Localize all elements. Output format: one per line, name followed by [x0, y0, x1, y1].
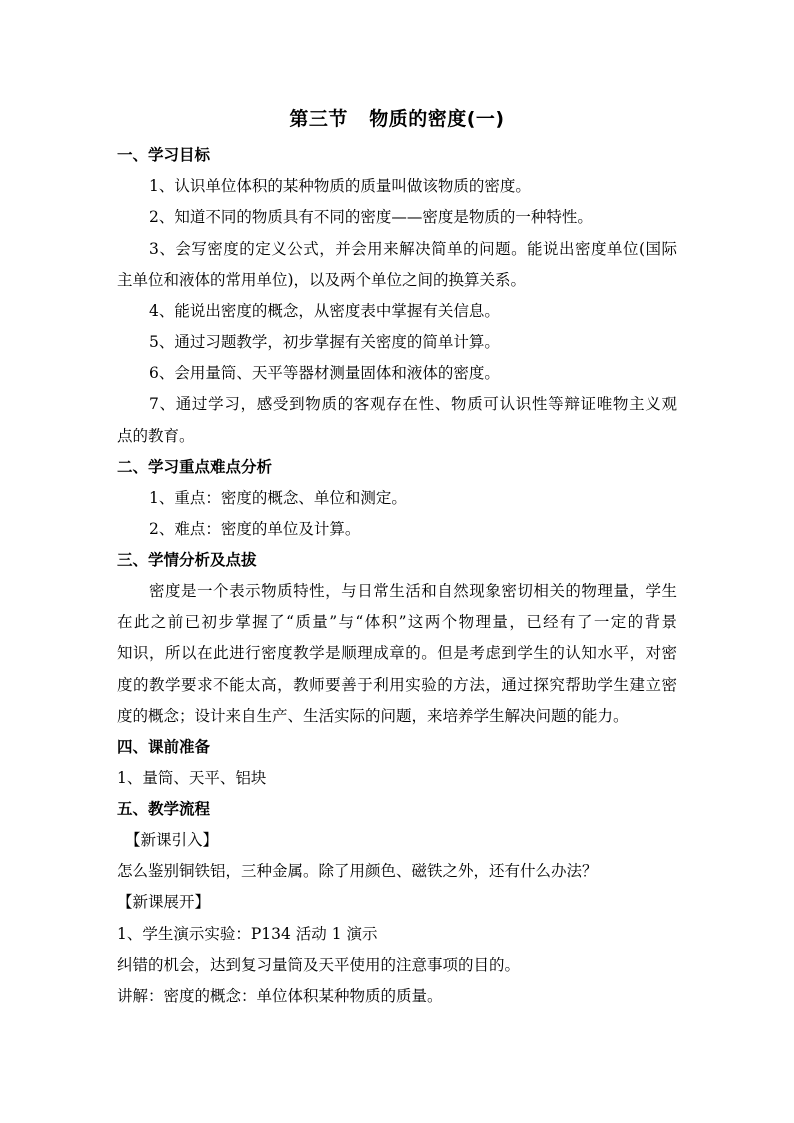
develop-line: 1、学生演示实验：P134 活动 1 演示 — [117, 925, 378, 943]
section-heading-key-points: 二、学习重点难点分析 — [117, 458, 273, 476]
analysis-line: 知识，所以在此进行密度教学是顺理成章的。但是考虑到学生的认知水平，对密 — [117, 644, 677, 662]
analysis-line: 度的教学要求不能太高，教师要善于利用实验的方法，通过探究帮助学生建立密 — [117, 676, 677, 694]
goal-item-continued: 点的教育。 — [117, 427, 195, 445]
section-heading-goals: 一、学习目标 — [117, 146, 211, 164]
intro-text: 怎么鉴别铜铁铝，三种金属。除了用颜色、磁铁之外，还有什么办法？ — [117, 862, 598, 880]
key-point-item: 1、重点：密度的概念、单位和测定。 — [149, 489, 407, 507]
prep-item: 1、量筒、天平、铝块 — [117, 769, 267, 787]
goal-item: 2、知道不同的物质具有不同的密度——密度是物质的一种特性。 — [149, 208, 593, 226]
goal-item: 3、会写密度的定义公式，并会用来解决简单的问题。能说出密度单位(国际 — [149, 240, 677, 258]
goal-item-continued: 主单位和液体的常用单位)，以及两个单位之间的换算关系。 — [117, 271, 527, 289]
analysis-line: 度的概念；设计来自生产、生活实际的问题，来培养学生解决问题的能力。 — [117, 707, 629, 725]
key-point-item: 2、难点：密度的单位及计算。 — [149, 520, 361, 538]
section-heading-prep: 四、课前准备 — [117, 738, 211, 756]
develop-line: 纠错的机会，达到复习量筒及天平使用的注意事项的目的。 — [117, 956, 521, 974]
goal-item: 5、通过习题教学，初步掌握有关密度的简单计算。 — [149, 333, 500, 351]
intro-label: 【新课引入】 — [125, 831, 219, 849]
goal-item: 4、能说出密度的概念，从密度表中掌握有关信息。 — [149, 302, 500, 320]
analysis-line: 密度是一个表示物质特性，与日常生活和自然现象密切相关的物理量，学生 — [149, 582, 677, 600]
goal-item: 6、会用量筒、天平等器材测量固体和液体的密度。 — [149, 364, 500, 382]
develop-line: 讲解：密度的概念：单位体积某种物质的质量。 — [117, 987, 443, 1005]
develop-label: 【新课展开】 — [117, 893, 211, 911]
goal-item: 1、认识单位体积的某种物质的质量叫做该物质的密度。 — [149, 177, 531, 195]
analysis-line: 在此之前已初步掌握了“质量”与“体积”这两个物理量，已经有了一定的背景 — [117, 613, 677, 631]
section-heading-analysis: 三、学情分析及点拔 — [117, 551, 257, 569]
goal-item: 7、通过学习，感受到物质的客观存在性、物质可认识性等辩证唯物主义观 — [149, 395, 677, 413]
section-heading-flow: 五、教学流程 — [117, 800, 211, 818]
page-title: 第三节 物质的密度(一) — [289, 108, 505, 130]
